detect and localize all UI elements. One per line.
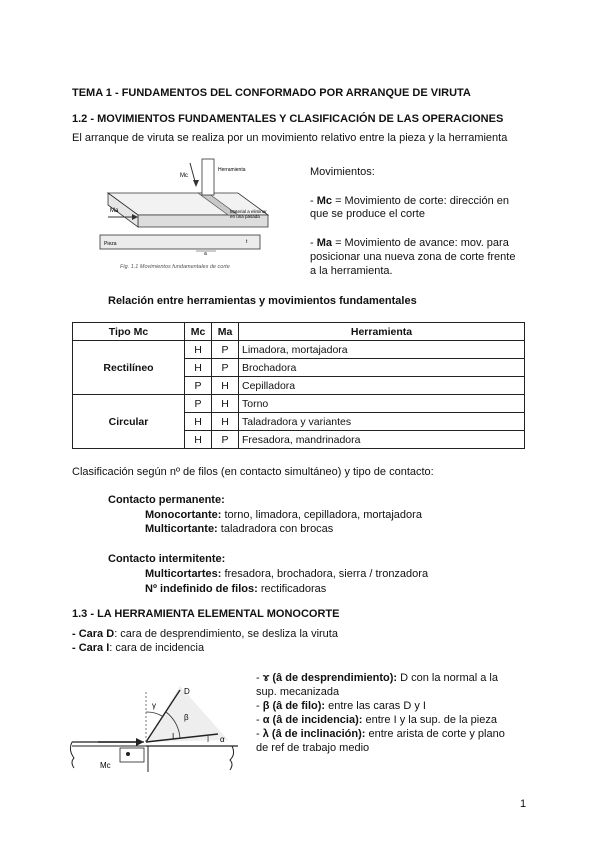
table-row <box>73 341 525 359</box>
alpha-term: α (â de incidencia): <box>262 714 363 726</box>
figure-herramienta-monocorte <box>68 680 248 780</box>
fig1-herramienta-label: Herramienta <box>218 167 246 173</box>
ma-line3: a la herramienta. <box>310 265 393 277</box>
cell-mc: H <box>185 431 212 449</box>
cell-ma: P <box>212 431 239 449</box>
fig1-t-label: t <box>246 239 248 245</box>
fig2-label-alpha: α <box>220 735 225 744</box>
section-12-title: 1.2 - MOVIMIENTOS FUNDAMENTALES Y CLASIFICACIÓN DE LAS OPERACIONES <box>72 113 504 125</box>
ma-line1: = Movimiento de avance: mov. para <box>332 237 509 249</box>
intermitente-title: Contacto intermitente: <box>108 553 226 565</box>
alpha-line <box>256 713 497 727</box>
cell-ma: H <box>212 413 239 431</box>
herramientas-table <box>72 322 525 449</box>
section-13-title: 1.3 - LA HERRAMIENTA ELEMENTAL MONOCORTE <box>72 608 340 620</box>
lambda-line2: de ref de trabajo medio <box>256 742 370 754</box>
indefinido-line <box>145 582 326 596</box>
indefinido-term: Nº indefinido de filos: <box>145 583 258 595</box>
lambda-line <box>256 727 505 741</box>
alpha-text: entre I y la sup. de la pieza <box>362 714 497 726</box>
fig1-a-label: a <box>204 251 207 257</box>
base <box>100 235 260 249</box>
beta-term: β (â de filo): <box>262 700 326 712</box>
page-number: 1 <box>520 798 527 810</box>
multicortante-line <box>145 522 333 536</box>
fig2-label-mc: Mc <box>100 761 111 770</box>
fig1-pieza-label: Pieza <box>104 241 117 247</box>
fig1-mc-label: Mc <box>180 173 188 179</box>
ma-dash: - <box>310 237 317 249</box>
ma-line2: posicionar una nueva zona de corte frente <box>310 251 516 263</box>
lambda-prefix: - <box>256 728 263 740</box>
cell-mc: H <box>185 413 212 431</box>
fig2-label-gamma: γ <box>152 701 156 710</box>
indefinido-text: rectificadoras <box>257 583 327 595</box>
cell-herramienta: Limadora, mortajadora <box>239 341 525 359</box>
cell-mc: H <box>185 341 212 359</box>
mc-dash: - <box>310 195 317 207</box>
beta-text: entre las caras D y I <box>325 700 426 712</box>
cell-herramienta: Cepilladora <box>239 377 525 395</box>
tema-title: TEMA 1 - FUNDAMENTOS DEL CONFORMADO POR ARRANQUE DE VIRUTA <box>72 87 471 99</box>
cell-herramienta: Taladradora y variantes <box>239 413 525 431</box>
fig2-label-d: D <box>184 687 190 696</box>
group-circular: Circular <box>73 395 185 449</box>
table-header-row <box>73 323 525 341</box>
mc-term: Mc <box>316 195 333 207</box>
th-ma: Ma <box>212 323 239 341</box>
herramienta-shape <box>202 159 214 195</box>
cell-ma: H <box>212 395 239 413</box>
cara-d-term: - Cara D <box>72 628 115 640</box>
mc-definition <box>310 194 509 208</box>
monocortante-text: torno, limadora, cepilladora, mortajadora <box>221 509 422 521</box>
ma-definition <box>310 236 509 250</box>
cara-d-line <box>72 627 338 641</box>
mc-line1: = Movimiento de corte: dirección en <box>332 195 510 207</box>
cell-herramienta: Brochadora <box>239 359 525 377</box>
th-tipo-mc: Tipo Mc <box>73 323 185 341</box>
gamma-term: ɤ (â de desprendimiento): <box>262 672 398 684</box>
cell-ma: P <box>212 359 239 377</box>
figure-movimientos <box>98 155 270 275</box>
cara-i-text: : cara de incidencia <box>109 642 205 654</box>
beta-line <box>256 699 426 713</box>
fig1-material-label-1: Material a eliminar <box>230 209 267 214</box>
beta-prefix: - <box>256 700 263 712</box>
intro-paragraph: El arranque de viruta se realiza por un movimiento relativo entre la pieza y la herramienta <box>72 132 508 144</box>
permanente-title: Contacto permanente: <box>108 494 225 506</box>
mc-line2: que se produce el corte <box>310 208 425 220</box>
cara-i-line <box>72 641 204 655</box>
fig1-ma-label: Ma <box>110 208 119 214</box>
cell-mc: H <box>185 359 212 377</box>
cell-ma: H <box>212 377 239 395</box>
table-row <box>73 395 525 413</box>
th-mc: Mc <box>185 323 212 341</box>
multicortantes-term: Multicortartes: <box>145 568 222 580</box>
fig2-label-beta: β <box>184 713 189 722</box>
monocortante-term: Monocortante: <box>145 509 222 521</box>
group-rectilineo: Rectilíneo <box>73 341 185 395</box>
gamma-text: D con la normal a la <box>397 672 498 684</box>
fig1-material-label-2: en una pasada <box>230 214 260 219</box>
fig2-label-i: I <box>172 732 175 741</box>
lambda-term: λ (â de inclinación): <box>262 728 366 740</box>
multicortante-term: Multicortante: <box>145 523 218 535</box>
cell-ma: P <box>212 341 239 359</box>
cara-d-text: : cara de desprendimiento, se desliza la viruta <box>114 628 338 640</box>
multicortante-text: taladradora con brocas <box>217 523 334 535</box>
gamma-line <box>256 671 498 685</box>
lambda-text: entre arista de corte y plano <box>365 728 505 740</box>
cara-i-term: - Cara I <box>72 642 110 654</box>
cell-mc: P <box>185 395 212 413</box>
gamma-line2: sup. mecanizada <box>256 686 340 698</box>
alpha-prefix: - <box>256 714 263 726</box>
table-title: Relación entre herramientas y movimientos fundamentales <box>108 295 417 307</box>
clasificacion-intro: Clasificación según nº de filos (en contacto simultáneo) y tipo de contacto: <box>72 466 434 478</box>
movimientos-heading: Movimientos: <box>310 166 375 178</box>
cell-herramienta: Torno <box>239 395 525 413</box>
gamma-prefix: - <box>256 672 263 684</box>
fig1-caption: Fig. 1.1 Movimientos fundamentales de corte <box>120 264 230 270</box>
monocortante-line <box>145 508 422 522</box>
cell-mc: P <box>185 377 212 395</box>
multicortantes-text: fresadora, brochadora, sierra / tronzadora <box>221 568 429 580</box>
ma-term: Ma <box>316 237 333 249</box>
cell-herramienta: Fresadora, mandrinadora <box>239 431 525 449</box>
multicortantes-line <box>145 567 428 581</box>
th-herramienta: Herramienta <box>239 323 525 341</box>
